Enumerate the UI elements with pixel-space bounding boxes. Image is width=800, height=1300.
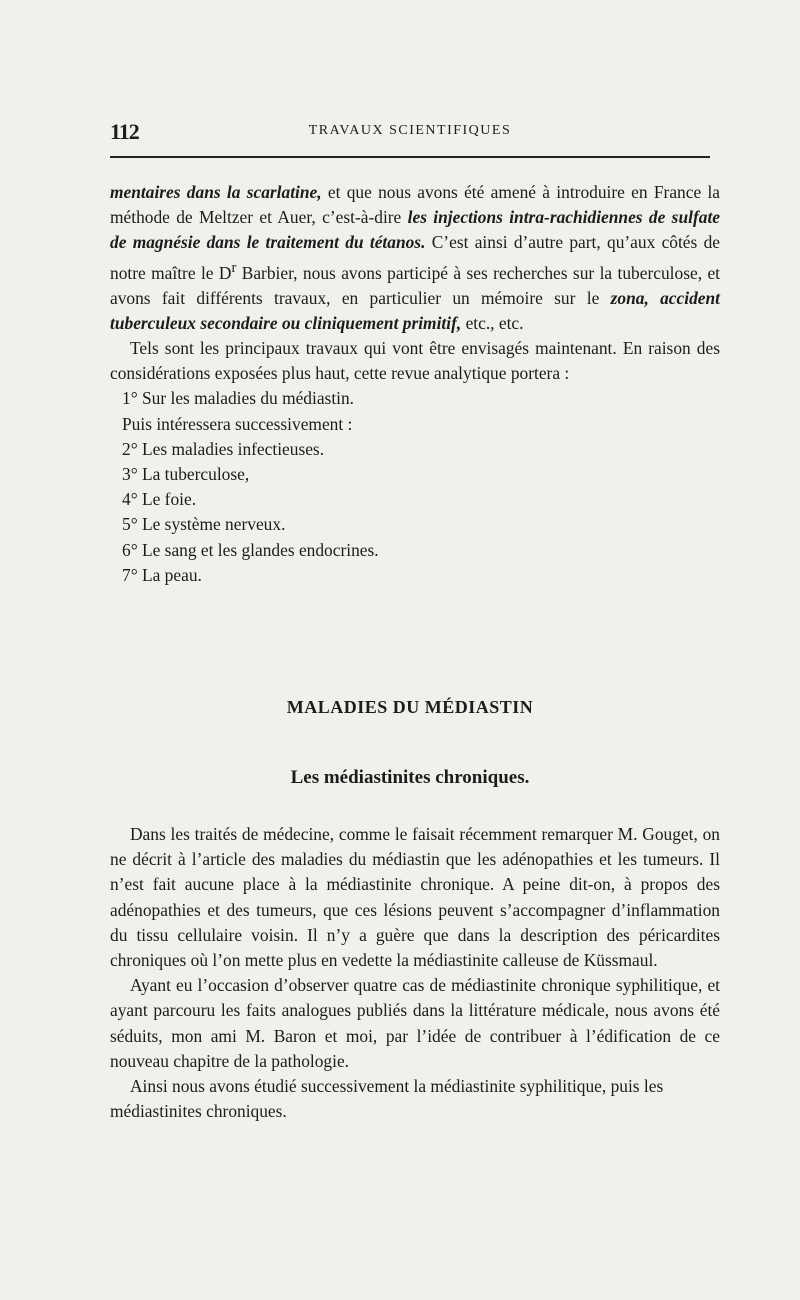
- list-item: 6° Le sang et les glandes endocrines.: [122, 539, 379, 560]
- intro-paragraph-1: [110, 180, 720, 336]
- list-item: 5° Le système nerveux.: [122, 514, 286, 535]
- header-rule: [110, 156, 710, 158]
- text-run: et que nous avons été amené à introduire en France la méthode de Meltzer et Auer, c’est-à-dire: [110, 182, 720, 228]
- text-run: etc., etc.: [461, 312, 524, 333]
- paragraph-3: Ainsi nous avons étudié successivement la médiastinite syphilitique, puis les médiastinites chroniques.: [110, 1076, 664, 1122]
- topics-list: [110, 386, 720, 588]
- list-item: 7° La peau.: [122, 564, 202, 585]
- subsection-title: Les médiastinites chroniques.: [290, 767, 530, 788]
- emphasis-zona: zona, accident tuberculeux secondaire ou cliniquement primitif,: [110, 287, 720, 333]
- section-title: MALADIES DU MÉDIASTIN: [286, 697, 534, 717]
- superscript: r: [231, 259, 237, 276]
- paragraph-1: Dans les traités de médecine, comme le faisait récemment remarquer M. Gouget, on ne décrit à l’article des maladies du médiastin que les adénopathies et les tumeurs. Il n’est fait aucune place à la médiastinite chronique. A peine dit-on, à propos des adénopathies et des tumeurs, que ces lésions peuvent s’accompagner d’inflammation du tissu cellulaire voisin. Il n’y a guère que dans la description des péricardites chroniques où l’on mette plus en vedette la médiastinite calleuse de Küssmaul.: [110, 824, 720, 971]
- emphasis-scarlatine: mentaires dans la scarlatine,: [110, 182, 322, 202]
- list-item: 2° Les maladies infectieuses.: [122, 438, 325, 459]
- list-item: 1° Sur les maladies du médiastin.: [122, 388, 355, 409]
- intro-text: [110, 180, 720, 588]
- intro-paragraph-2: Tels sont les principaux travaux qui vont être envisagés maintenant. En raison des considérations exposées plus haut, cette revue analytique portera :: [110, 338, 720, 384]
- running-head: TRAVAUX SCIENTIFIQUES: [308, 123, 512, 138]
- page-number: 112: [110, 119, 139, 144]
- list-item: Puis intéressera successivement :: [122, 413, 353, 434]
- text-run: C’est ainsi d’autre part, qu’aux côtés de notre maître le D: [110, 232, 720, 283]
- emphasis-injections: les injections intra-rachidiennes de sulfate de magnésie dans le traitement du tétanos.: [110, 207, 720, 253]
- paragraph-2: Ayant eu l’occasion d’observer quatre cas de médiastinite chronique syphilitique, et ayant parcouru les faits analogues publiés dans la littérature médicale, nous avons été séduits, mon ami M. Baron et moi, par l’idée de contribuer à l’édification de ce nouveau chapitre de la pathologie.: [110, 975, 720, 1071]
- page-header: [110, 119, 710, 149]
- list-item: 4° Le foie.: [122, 489, 197, 510]
- list-item: 3° La tuberculose,: [122, 464, 250, 485]
- text-run: Barbier, nous avons participé à ses recherches sur la tuberculose, et avons fait différents travaux, en particulier un mémoire sur le: [110, 262, 720, 308]
- section-text: [110, 822, 720, 1124]
